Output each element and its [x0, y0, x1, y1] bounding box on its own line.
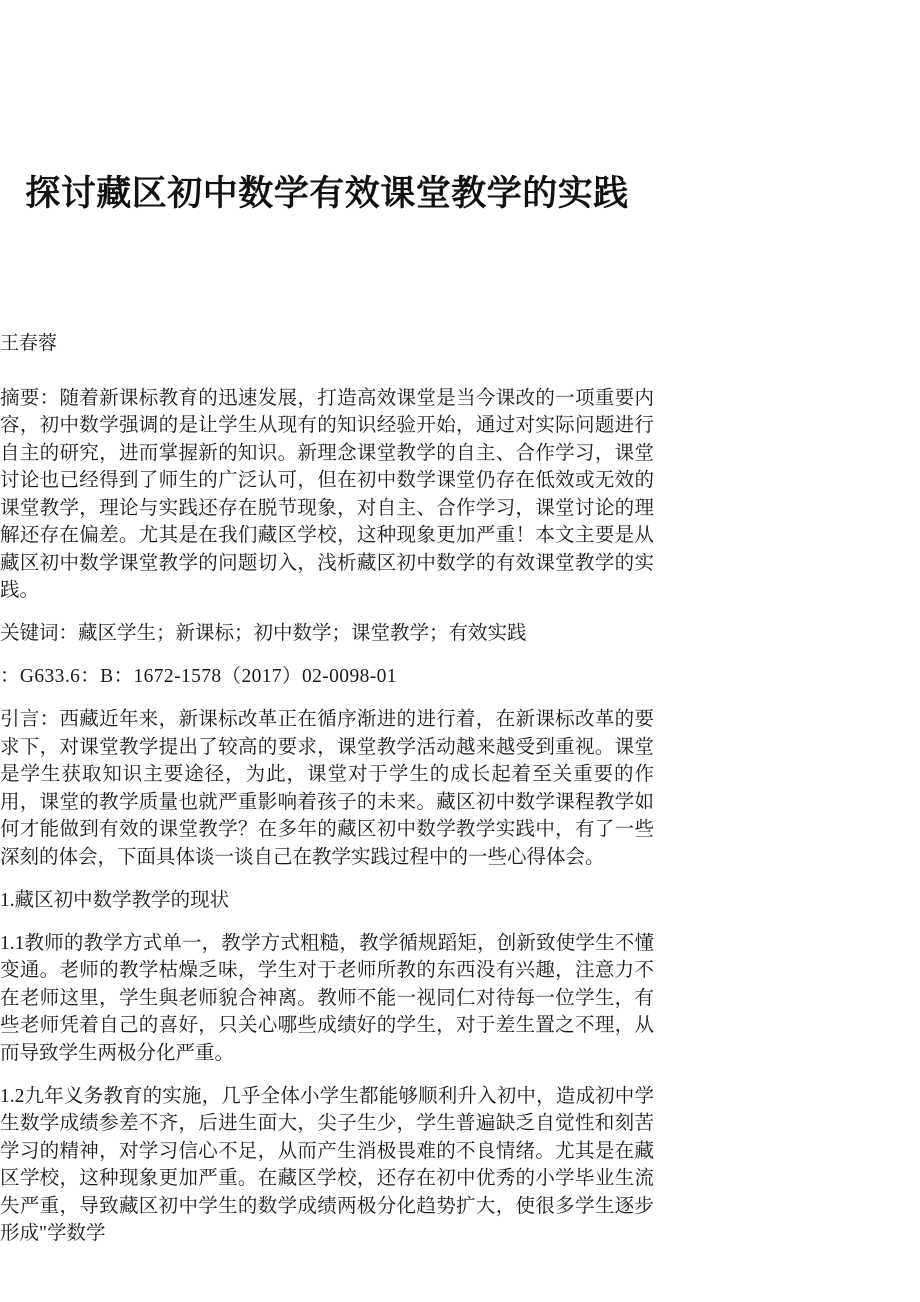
paragraph-introduction: 引言：西藏近年来，新课标改革正在循序渐进的进行着，在新课标改革的要求下，对课堂教学提出了较高的要求，课堂教学活动越来越受到重视。课堂是学生获取知识主要途径，为此，课堂对于学生的成长起着至关重要的作用，课堂的教学质量也就严重影响着孩子的未来。藏区初中数学课程教学如何才能做到有效的课堂教学？在多年的藏区初中数学教学实践中，有了一些深刻的体会，下面具体谈一谈自己在教学实践过程中的一些心得体会。 — [0, 709, 654, 868]
document-body — [0, 330, 654, 1248]
paragraph-classification-code: ：G633.6：B：1672-1578（2017）02-0098-01 — [0, 666, 397, 687]
page-title: 探讨藏区初中数学有效课堂教学的实践 — [25, 174, 629, 213]
paragraph-section-1-2: 1.2九年义务教育的实施，几乎全体小学生都能够顺利升入初中，造成初中学生数学成绩参差不齐，后进生面大，尖子生少，学生普遍缺乏自觉性和刻苦学习的精神，对学习信心不足，从而产生消极畏难的不良情绪。尤其是在藏区学校，这种现象更加严重。在藏区学校，还存在初中优秀的小学毕业生流失严重，导致藏区初中学生的数学成绩两极分化趋势扩大，使很多学生逐步形成"学数学 — [0, 1085, 654, 1244]
paragraph-section-1-1: 1.1教师的教学方式单一，教学方式粗糙，教学循规蹈矩，创新致使学生不懂变通。老师的教学枯燥乏味，学生对于老师所教的东西没有兴趣，注意力不在老师这里，学生與老师貌合神离。教师不能一视同仁对待每一位学生，有些老师凭着自己的喜好，只关心哪些成绩好的学生，对于差生置之不理，从而导致学生两极分化严重。 — [0, 932, 654, 1064]
paragraph-keywords: 关键词：藏区学生；新课标；初中数学；课堂教学；有效实践 — [0, 623, 527, 644]
section-heading-1: 1.藏区初中数学教学的现状 — [0, 889, 230, 911]
paragraph-abstract: 摘要：随着新课标教育的迅速发展，打造高效课堂是当今课改的一项重要内容，初中数学强调的是让学生从现有的知识经验开始，通过对实际问题进行自主的研究，进而掌握新的知识。新理念课堂教学的自主、合作学习，课堂讨论也已经得到了师生的广泛认可，但在初中数学课堂仍存在低效或无效的课堂教学，理论与实践还存在脱节现象，对自主、合作学习，课堂讨论的理解还存在偏差。尤其是在我们藏区学校，这种现象更加严重！本文主要是从藏区初中数学课堂教学的问题切入，浅析藏区初中数学的有效课堂教学的实践。 — [0, 387, 654, 601]
author-name: 王春蓉 — [0, 333, 58, 354]
